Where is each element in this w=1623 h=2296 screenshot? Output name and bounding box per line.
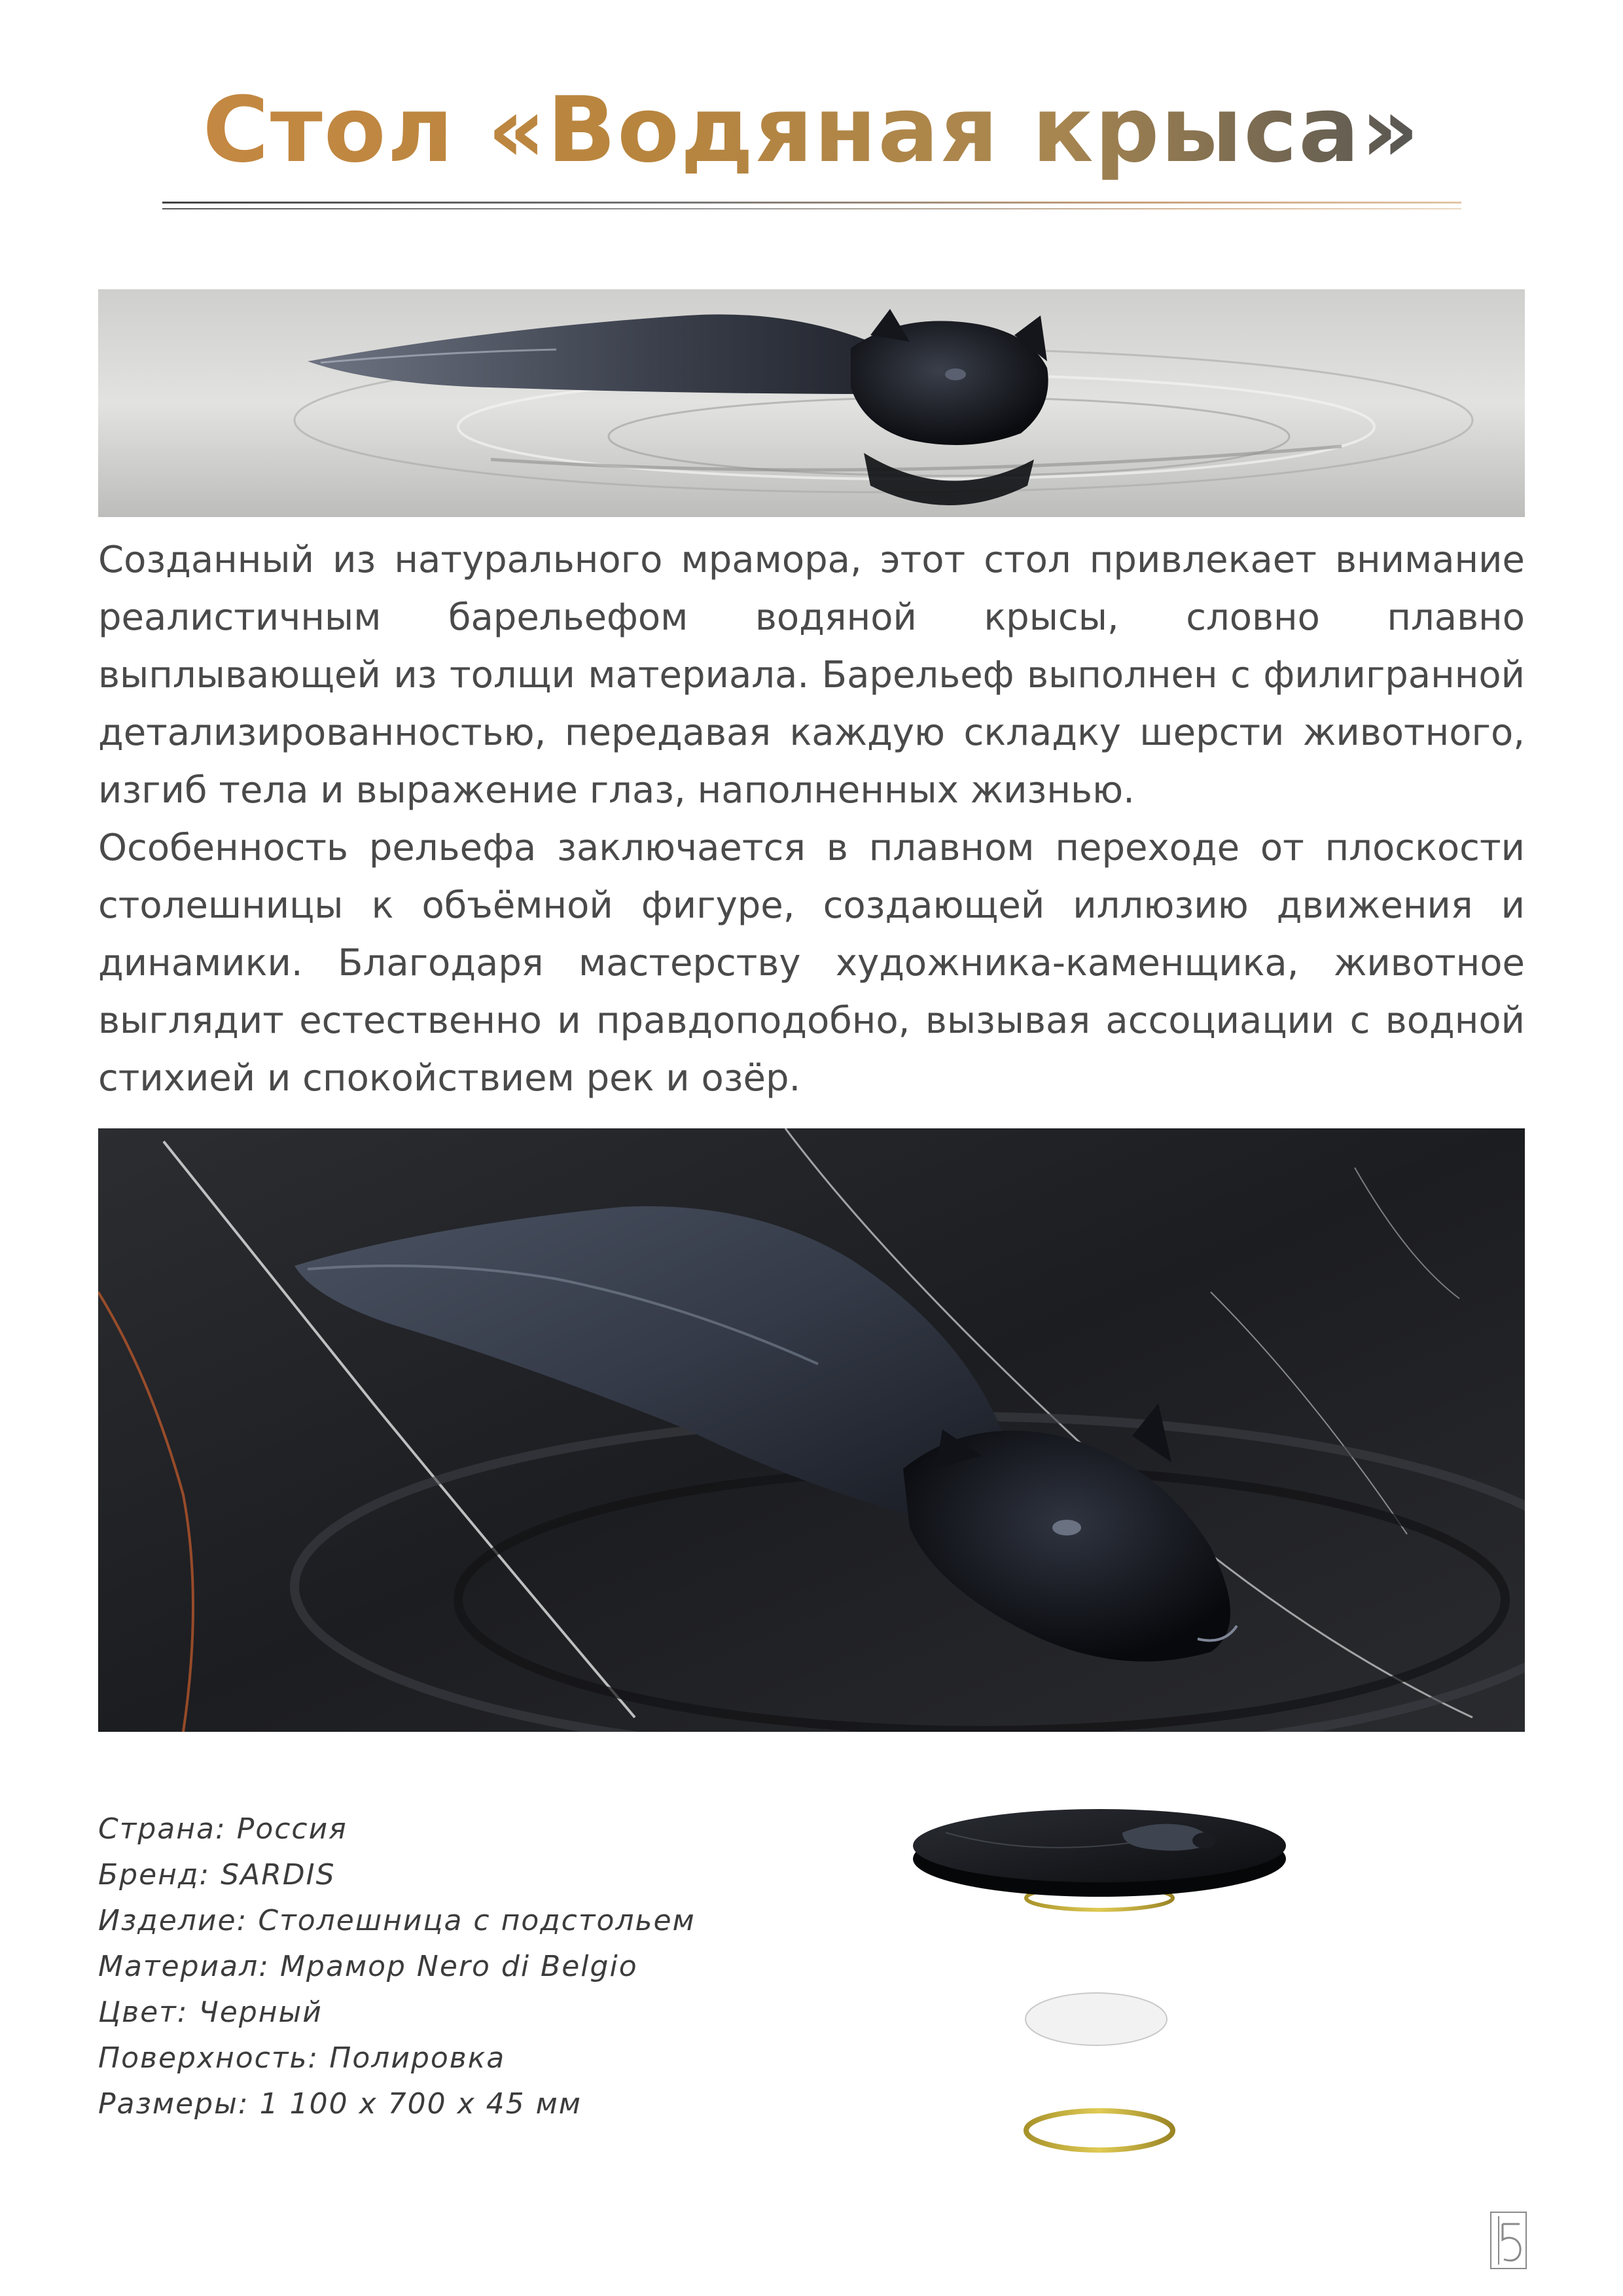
spec-dimensions: Размеры: 1 100 х 700 х 45 мм xyxy=(98,2087,582,2121)
brand-logo-icon xyxy=(1489,2211,1527,2270)
product-specs xyxy=(98,1806,870,2127)
spec-surface: Поверхность: Полировка xyxy=(98,2041,506,2075)
spec-color: Цвет: Черный xyxy=(98,1996,323,2029)
page-title: Стол «Водяная крыса» xyxy=(0,77,1623,183)
spec-product: Изделие: Столешница с подстольем xyxy=(98,1904,696,1937)
spec-brand: Бренд: SARDIS xyxy=(98,1858,336,1892)
spec-material: Материал: Мрамор Nero di Belgio xyxy=(98,1950,638,1983)
photo-rat-closeup xyxy=(98,1128,1525,1732)
description-text xyxy=(98,531,1525,1107)
description-paragraph-2: Особенность рельефа заключается в плавном переходе от плоскости столешницы к объёмной фигуре, создающей иллюзию движения и динамики. Благодаря мастерству художника-каменщика, животное выглядит естественно и правдоподобно, вызывая ассоциации с водной стихией и спокойствием рек и озёр. xyxy=(98,827,1525,1100)
description-paragraph-1: Созданный из натурального мрамора, этот стол привлекает внимание реалистичным барельефом водяной крысы, словно плавно выплывающей из толщи материала. Барельеф выполнен с филигранной детализированностью, передавая каждую складку шерсти животного, изгиб тела и выражение глаз, наполненных жизнью. xyxy=(98,539,1525,812)
table-product-image xyxy=(906,1793,1286,2173)
title-underline xyxy=(162,202,1461,204)
spec-country: Страна: Россия xyxy=(98,1812,348,1846)
title-underline-thin xyxy=(162,208,1461,209)
photo-rat-top-view xyxy=(98,289,1525,517)
